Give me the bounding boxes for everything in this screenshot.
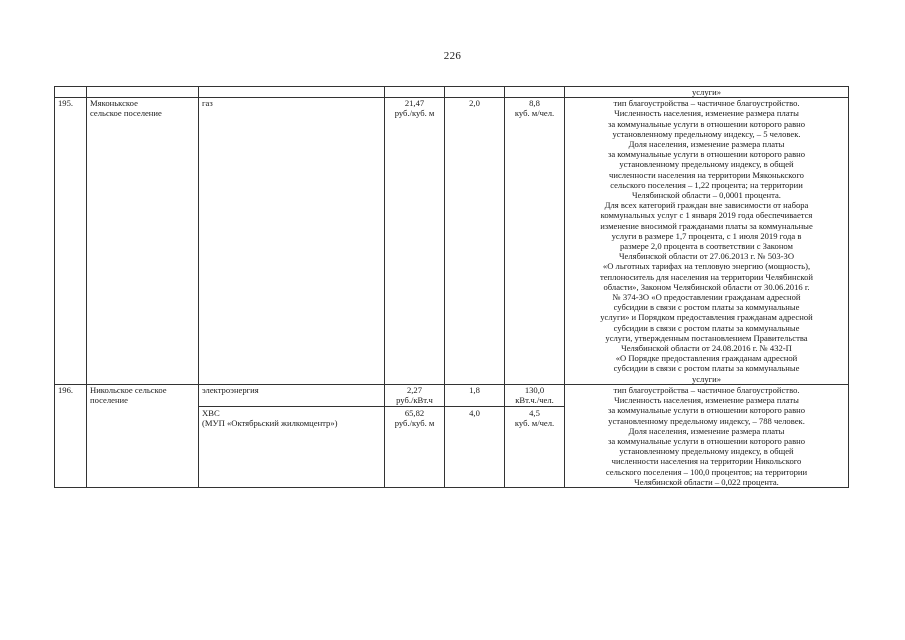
continuation-row xyxy=(55,87,849,98)
note-cell: тип благоустройства – частичное благоустройство. Численность населения, изменение размера платы за коммунальные услуги в отношении которого равно установленному предельному индексу, – 5 человек. Доля населения, изменение размера платы за коммунальные услуги в отношении которого равно установленному предельному индексу, в общей численности населения на территории Мяконькского сельского поселения – 1,22 процента; на территории Челябинской области – 0,0001 процента. Для всех категорий граждан вне зависимости от набора коммунальных услуг с 1 января 2019 года обеспечивается изменение вносимой гражданами платы за коммунальные услуги в размере 1,7 процента, с 1 июля 2019 года в размере 2,0 процента в соответствии с Законом Челябинской области от 27.06.2013 г. № 503-ЗО «О льготных тарифах на тепловую энергию (мощность), теплоноситель для населения на территории Челябинской области», Законом Челябинской области от 30.06.2016 г. № 374-ЗО «О предоставлении гражданам адресной субсидии в связи с ростом платы за коммунальные услуги» и Порядком предоставления гражданам адресной субсидии в связи с ростом платы за коммунальные услуги, утвержденным постановлением Правительства Челябинской области от 24.08.2016 г. № 432-П «О Порядке предоставления гражданам адресной субсидии в связи с ростом платы за коммунальные услуги» xyxy=(565,98,849,385)
row-number: 196. xyxy=(55,384,87,487)
index-value: 1,8 4,0 xyxy=(445,384,505,487)
table-row xyxy=(55,98,849,385)
norm-value: 8,8 куб. м/чел. xyxy=(505,98,565,385)
tariff-value: 2,27 руб./кВт.ч 65,82 руб./куб. м xyxy=(385,384,445,487)
norm-value: 130,0 кВт.ч./чел. 4,5 куб. м/чел. xyxy=(505,384,565,487)
row-number: 195. xyxy=(55,98,87,385)
tariff-table xyxy=(54,86,849,488)
settlement-name: Мяконькское сельское поселение xyxy=(87,98,199,385)
service-name: электроэнергия ХВС (МУП «Октябрьский жилкомцентр») xyxy=(199,384,385,487)
table-row xyxy=(55,384,849,487)
tariff-value: 21,47 руб./куб. м xyxy=(385,98,445,385)
note-cell: тип благоустройства – частичное благоустройство. Численность населения, изменение размера платы за коммунальные услуги в отношении которого равно установленному предельному индексу, – 788 человек. Доля населения, изменение размера платы за коммунальные услуги в отношении которого равно установленному предельному индексу, в общей численности населения на территории Никольского сельского поселения – 100,0 процентов; на территории Челябинской области – 0,022 процента. xyxy=(565,384,849,487)
page-number: 226 xyxy=(443,50,462,62)
service-name: газ xyxy=(199,98,385,385)
index-value: 2,0 xyxy=(445,98,505,385)
continuation-note: услуги» xyxy=(565,87,849,98)
settlement-name: Никольское сельское поселение xyxy=(87,384,199,487)
